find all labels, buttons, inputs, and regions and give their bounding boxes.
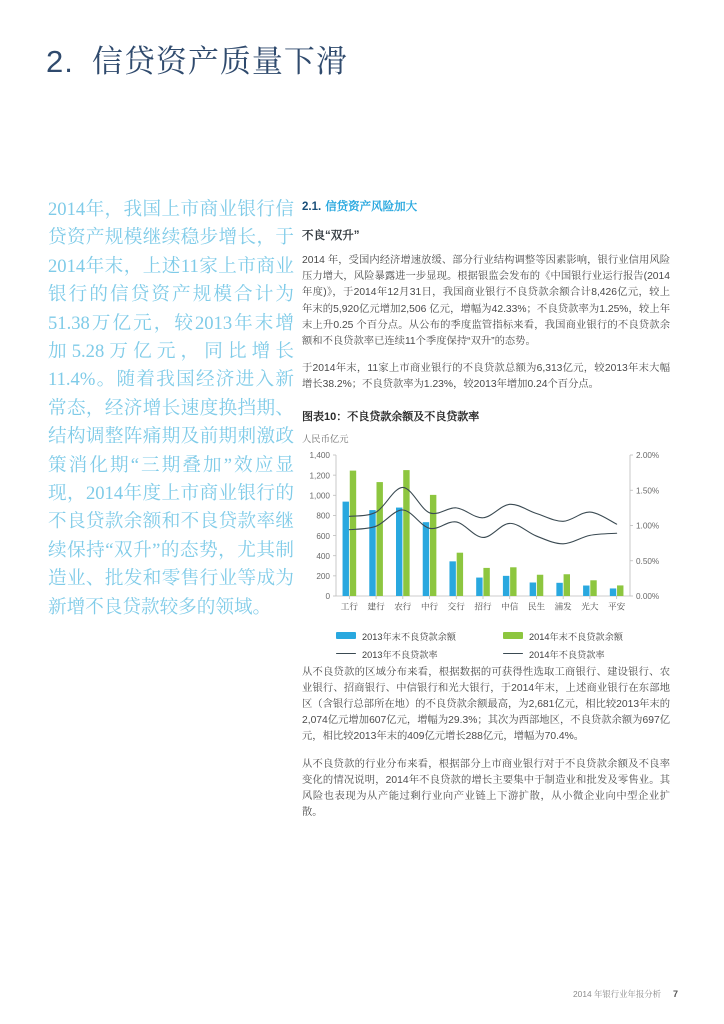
legend-item[interactable] [503, 647, 670, 661]
svg-text:浦发: 浦发 [554, 601, 572, 612]
legend-item-label: 2014年末不良贷款余额 [529, 631, 623, 642]
section-subheading: 不良“双升” [302, 230, 360, 242]
section-heading-text: 信贷资产风险加大 [325, 201, 418, 213]
svg-text:1,000: 1,000 [309, 491, 330, 501]
svg-text:农行: 农行 [394, 601, 412, 612]
figure-title: 图表10：不良贷款余额及不良贷款率 [302, 410, 480, 423]
paragraph: 从不良贷款的区域分布来看，根据数据的可获得性选取工商银行、建设银行、农业银行、招商银行、中信银行和光大银行，于2014年末，上述商业银行在东部地区（含银行总部所在地）的不良贷款余额最高，为2,681亿元，相比较2013年末的2,074亿元增加607亿元，增幅为29.3%；其次为西部地区，不良贷款余额为697亿元，相比较2013年末的409亿元增长288亿元，增幅为70.4%。 [302, 666, 670, 743]
chart-canvas [302, 447, 670, 622]
legend-line-swatch [503, 653, 523, 654]
legend-color-swatch [503, 632, 523, 639]
pullquote-column [48, 196, 294, 622]
legend-item[interactable] [336, 647, 503, 661]
svg-text:中行: 中行 [420, 601, 439, 612]
legend-item-label: 2013年不良贷款率 [362, 649, 438, 660]
paragraph: 2014 年，受国内经济增速放缓、部分行业结构调整等因素影响，银行业信用风险压力增大，风险暴露进一步显现。根据银监会发布的《中国银行业运行报告(2014年度)》，于2014年12月31日，我国商业银行不良贷款余额合计8,426亿元，较上年末的5,920亿元增加2,506 亿元，增幅为42.33%；不良贷款率为1.25%，较上年末上升0.25 个百分点。从公布的季度监管指标来看，我国商业银行的不良贷款余额和不良贷款率已连续11个季度保持“双升”的态势。 [302, 255, 670, 348]
svg-text:0.50%: 0.50% [636, 556, 660, 566]
svg-text:400: 400 [316, 551, 330, 561]
legend-item[interactable] [336, 629, 503, 643]
svg-text:中信: 中信 [501, 601, 519, 612]
paragraph: 于2014年末，11家上市商业银行的不良贷款总额为6,313亿元，较2013年末大幅增长38.2%；不良贷款率为1.23%，较2013年增加0.24个百分点。 [302, 363, 670, 391]
pullquote-text: 2014年，我国上市商业银行信贷资产规模继续稳步增长，于2014年末，上述11家上市商业银行的信贷资产规模合计为51.38万亿元，较2013年末增加5.28万亿元，同比增长11.4%。随着我国经济进入新常态，经济增长速度换挡期、结构调整阵痛期及前期刺激政策消化期“三期叠加”效应显现，2014年度上市商业银行的不良贷款余额和不良贷款率继续保持“双升”的态势，尤其制造业、批发和零售行业等成为新增不良贷款较多的领域。 [48, 199, 294, 618]
svg-text:平安: 平安 [608, 601, 626, 612]
page-title-text: 信贷资产质量下滑 [91, 44, 348, 79]
section-heading [302, 198, 670, 214]
figure-unit-label: 人民币亿元 [302, 433, 349, 444]
svg-text:招行: 招行 [474, 601, 492, 612]
svg-text:800: 800 [316, 511, 330, 521]
svg-text:1.00%: 1.00% [636, 521, 660, 531]
legend-item-label: 2013年末不良贷款余额 [362, 631, 456, 642]
footer-page-number: 7 [672, 989, 678, 999]
footer-text: 2014 年银行业年报分析 [573, 989, 661, 999]
figure-npl-chart [302, 408, 670, 665]
legend-item[interactable] [503, 629, 670, 643]
page-title-number: 2. [46, 44, 74, 79]
svg-text:建行: 建行 [367, 601, 385, 612]
svg-text:200: 200 [316, 571, 330, 581]
svg-text:民生: 民生 [527, 601, 546, 612]
legend-color-swatch [336, 632, 356, 639]
svg-text:光大: 光大 [581, 601, 599, 612]
svg-text:2.00%: 2.00% [636, 450, 660, 460]
svg-text:0.00%: 0.00% [636, 591, 660, 601]
svg-text:交行: 交行 [447, 601, 465, 612]
svg-text:1.50%: 1.50% [636, 486, 660, 496]
paragraph: 从不良贷款的行业分布来看，根据部分上市商业银行对于不良贷款余额及不良率变化的情况说明，2014年不良贷款的增长主要集中于制造业和批发及零售业。其风险也表现为从产能过剩行业向产业链上下游扩散，从小微企业向中型企业扩散。 [302, 758, 670, 819]
svg-text:1,200: 1,200 [309, 470, 330, 480]
svg-text:600: 600 [316, 531, 330, 541]
svg-text:0: 0 [325, 591, 330, 601]
legend-item-label: 2014年不良贷款率 [529, 649, 605, 660]
chart-legend [302, 629, 670, 665]
svg-text:1,400: 1,400 [309, 450, 330, 460]
legend-line-swatch [336, 653, 356, 654]
svg-text:工行: 工行 [340, 601, 358, 612]
main-column [302, 198, 670, 832]
chart-svg [302, 447, 670, 622]
page-title [46, 36, 348, 81]
section-heading-number: 2.1. [302, 201, 322, 213]
page-footer [0, 988, 724, 1000]
